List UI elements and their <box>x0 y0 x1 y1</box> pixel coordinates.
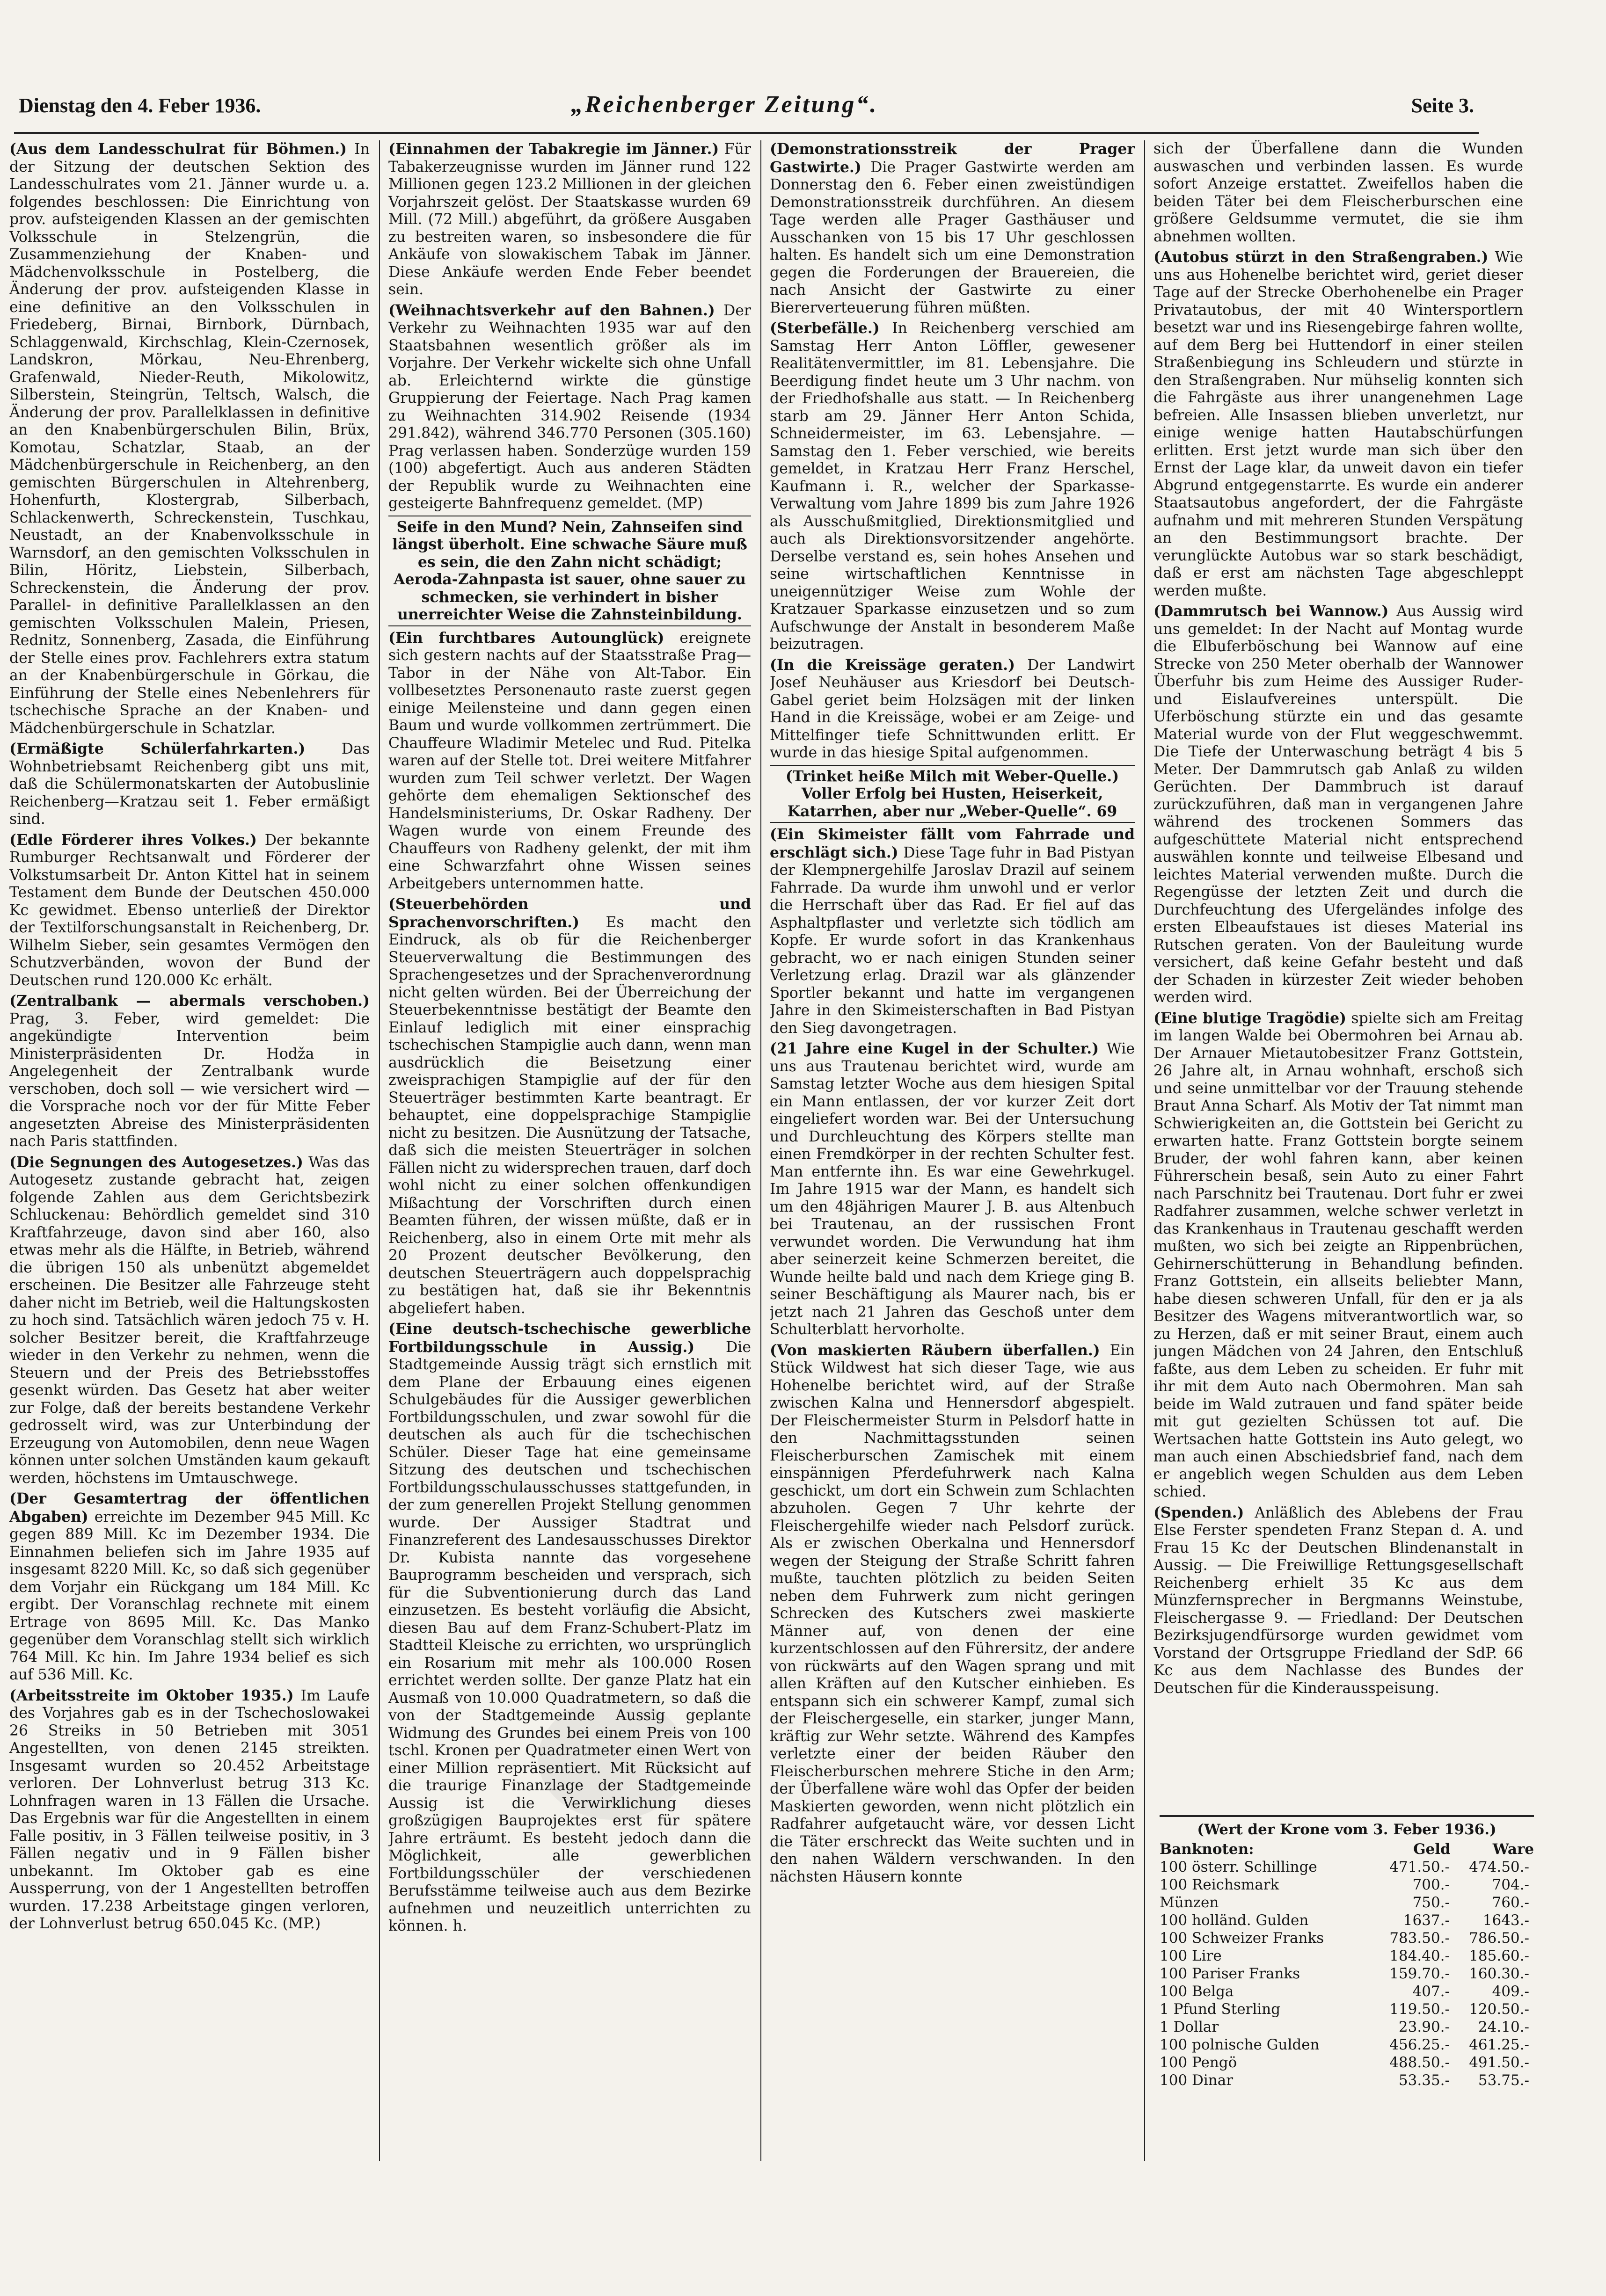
article-text: Anläßlich des Ablebens der Frau Else Ferster spendeten Franz Stepan d. A. und Frau 15 Kc der Deutschen Blindenanstalt in Aussig. — Die Freiwillige Rettungsgesellschaft Reichenberg erhielt 35 Kc aus dem Münzfernsprecher in Bergmanns Weinstube, Fleischergasse 9. — Friedland: Der Deutschen Bezirksjugendfürsorge wurden gewidmet vom Vorstand der Ortsgruppe Friedland der SdP. 66 Kc aus dem Nachlasse des Bundes der Deutschen für die Kinderausspeisung. <box>1153 1504 1523 1697</box>
exchange-rate-sell: 461.25.- <box>1469 2036 1529 2053</box>
article-headline: (Sterbefälle.) <box>770 320 880 337</box>
exchange-rate-buy: 456.25.- <box>1389 2036 1450 2053</box>
exchange-rate-buy: 23.90.- <box>1398 2019 1450 2035</box>
article-headline: (Edle Förderer ihres Volkes.) <box>9 831 257 849</box>
article-text: Wie uns aus Trautenau berichtet wird, wurde am Samstag letzter Woche aus dem hiesigen Spital ein Mann entlassen, der vor kurzer Zeit dort eingeliefert worden war. Bei der Untersuchung und Durchleuchtung des Körpers stellte man einen Fremdkörper in der rechten Schulter fest. Man entfernte ihn. Es war eine Gewehrkugel. Im Jahre 1915 war der Mann, es handelt sich um den 48jährigen Maurer J. B. aus Altenbuch bei Trautenau, an der russischen Front verwundet worden. Die Verwundung hat ihm aber seinerzeit keine Schmerzen bereitet, die Wunde heilte bald und nach dem Kriege ging B. seiner Beschäftigung als Maurer nach, bis er jetzt nach 21 Jahren das Geschoß unter dem Schulterblatt hervorholte. <box>770 1040 1135 1338</box>
column-3 <box>770 140 1135 2171</box>
exchange-rate-buy: 53.35.- <box>1398 2072 1450 2089</box>
article-paragraph <box>9 140 370 737</box>
exchange-rates-rows <box>1160 1858 1534 2089</box>
exchange-rate-sell: 53.75.- <box>1478 2072 1529 2089</box>
article-text: Aus Aussig wird uns gemeldet: In der Nacht auf Montag wurde die Elbuferböschung bei Wannow auf eine Strecke von 250 Meter oberhalb der Wannower Überfuhr bis zum Heime des Aussiger Ruder- und Eislaufvereines unterspült. Die Uferböschung stürzte ein und das gesamte Material wurde von der Flut weggeschwemmt. Die Tiefe der Unterwaschung beträgt 4 bis 5 Meter. Der Dammrutsch gab Anlaß zu wilden Gerüchten. Der Dammbruch ist darauf zurückzuführen, daß man in vergangenen Jahre während des trockenen Sommers das aufgeschüttete Material nicht entsprechend auswählen konnte und teilweise Elbesand und leichtes Material verwenden mußte. Durch die Regengüsse der letzten Zeit und durch die Durchfeuchtung des Ufergeländes infolge des ersten Elbeaufstaues ist dieses Material ins Rutschen geraten. Von der Bauleitung wurde versichert, daß keine Gefahr besteht und daß der Schaden in kürzester Zeit wieder behoben werden wird. <box>1153 603 1523 1006</box>
paper-stain <box>538 1698 688 1820</box>
article-headline: (Zentralbank — abermals verschoben.) <box>9 992 370 1010</box>
header-page-number: Seite 3. <box>1411 94 1474 117</box>
exchange-rate-row <box>1160 1947 1534 1965</box>
article-text: Seife in den Mund? Nein, Zahnseifen sind längst überholt. Eine schwache Säure muß es sein, die den Zahn nicht schädigt; Aeroda-Zahnpasta ist sauer, ohne sauer zu schmecken, sie verhindert in bisher unerreichter Weise die Zahnsteinbildung. <box>392 518 747 623</box>
article-paragraph <box>1153 1504 1523 1698</box>
article-paragraph <box>770 656 1135 762</box>
exchange-rates-table <box>1160 1815 1534 2089</box>
article-headline: (Die Segnungen des Autogesetzes.) <box>9 1153 303 1171</box>
exchange-rate-name: Münzen <box>1160 1894 1219 1911</box>
article-headline: (Ermäßigte Schülerfahrkarten.) <box>9 740 306 757</box>
article-text: Ein Stück Wildwest hat sich dieser Tage, wie aus Hohenelbe berichtet wird, auf der Straße zwischen Kalna und Hennersdorf abgespielt. Der Fleischermeister Sturm in Pelsdorf hatte in den Nachmittagsstunden seinen Fleischerburschen Zamischek mit einem einspännigen Pferdefuhrwerk nach Kalna geschickt, um dort ein Schwein zum Schlachten abzuholen. Gegen 7 Uhr kehrte der Fleischergehilfe wieder nach Pelsdorf zurück. Als er zwischen Oberkalna und Hennersdorf wegen der Steigung der Straße Schritt fahren mußte, tauchten plötzlich zu beiden Seiten neben dem Fuhrwerk zum nicht geringen Schrecken des Kutschers zwei maskierte Männer auf, von denen der eine kurzentschlossen auf den Führersitz, der andere von rückwärts auf den Wagen sprang und mit allen Kräften auf den Kutscher einhieben. Es entspann sich ein schwerer Kampf, zumal sich der Fleischergeselle, ein starker, junger Mann, kräftig zur Wehr setzte. Während des Kampfes verletzte einer der beiden Räuber den Fleischerburschen mehrere Stiche in den Arm; der Überfallene wäre wohl das Opfer der beiden Maskierten geworden, wenn nicht plötzlich ein Radfahrer aufgetaucht wäre, vor dessen Licht die Täter erschreckt das Weite suchten und in den nahen Wäldern verschwanden. In den nächsten Häusern konnte <box>770 1342 1135 1885</box>
exchange-rate-name: 100 Dinar <box>1160 2072 1234 2089</box>
exchange-rate-sell: 24.10.- <box>1478 2019 1529 2035</box>
article-paragraph <box>9 740 370 828</box>
exchange-rate-sell: 704.- <box>1492 1876 1529 1893</box>
exchange-rates-col-headers <box>1413 1840 1534 1858</box>
exchange-rate-row <box>1160 1876 1534 1894</box>
article-text: Im Laufe des Vorjahres gab es in der Tschechoslowakei 26 Streiks in 50 Betrieben mit 3051 Angestellten, von denen 2145 streikten. Insgesamt wurden so 20.452 Arbeitstage verloren. Der Lohnverlust betrug 313 Kc. Lohnfragen waren in 13 Fällen die Ursache. Das Ergebnis war für die Angestellten in einem Falle positiv, in 3 Fällen teilweise positiv, in 3 Fällen negativ und in 9 Fällen bisher unbekannt. Im Oktober gab es eine Aussperrung, von der 1 Angestellten betroffen wurden. 17.238 Arbeitstage gingen verloren, der Lohnverlust betrug 650.045 Kc. (MP.) <box>9 1687 370 1932</box>
article-headline: (Eine blutige Tragödie) <box>1153 1009 1347 1027</box>
exchange-rate-buy: 159.70.- <box>1389 1965 1450 1982</box>
exchange-rate-name: 100 Belga <box>1160 1983 1234 2000</box>
exchange-rate-buy: 184.40.- <box>1389 1947 1450 1964</box>
article-headline: (Der Gesamtertrag der öffentlichen Abgaben) <box>9 1490 370 1526</box>
exchange-rate-name: 100 österr. Schillinge <box>1160 1859 1317 1875</box>
header-paper-title: „Reichenberger Zeitung“. <box>571 91 878 118</box>
exchange-rate-buy: 471.50.- <box>1389 1859 1450 1875</box>
exchange-rate-name: 100 polnische Gulden <box>1160 2036 1320 2053</box>
page-header <box>19 89 1474 126</box>
article-paragraph <box>9 1687 370 1933</box>
article-headline: (Dammrutsch bei Wannow.) <box>1153 603 1389 620</box>
article-headline: (Demonstrationsstreik der Prager Gastwirte.) <box>770 140 1135 176</box>
exchange-rates-title: (Wert der Krone vom 3. Feber 1936.) <box>1197 1821 1496 1838</box>
column-divider <box>760 140 761 2161</box>
exchange-rate-name: 100 Pengö <box>1160 2054 1237 2071</box>
article-headline: (Von maskierten Räubern überfallen.) <box>770 1341 1100 1359</box>
article-text: In Reichenberg verschied am Samstag Herr Anton Löffler, gewesener Realitätenvermittler, im 81. Lebensjahre. Die Beerdigung findet heute um 3 Uhr nachm. von der Friedhofshalle aus statt. — In Reichenberg starb am 29. Jänner Herr Anton Schida, Schneidermeister, im 63. Lebensjahre. — Samstag den 1. Feber verschied, wie bereits gemeldet, in Kratzau Herr Franz Herschel, Kaufmann i. R., welcher der Sparkasse-Verwaltung vom Jahre 1899 bis zum Jahre 1926 als Ausschußmitglied, Direktionsmitglied und auch als Direktionsvorsitzender angehörte. Derselbe verstand es, sein hohes Ansehen und seine wirtschaftlichen Kenntnisse in uneigennütziger Weise zum Wohle der Kratzauer Sparkasse einzusetzen und so zum Aufschwunge der Anstalt in besonderem Maße beizutragen. <box>770 320 1135 653</box>
exchange-rate-row <box>1160 2000 1534 2018</box>
article-headline: (In die Kreissäge geraten.) <box>770 656 1015 674</box>
article-paragraph <box>9 831 370 990</box>
article-text: In der Sitzung der deutschen Sektion des Landesschulrates vom 21. Jänner wurde u. a. folgendes beschlossen: Die Einrichtung von prov. aufsteigenden Klassen an der gemischten Volksschule in Stelzengrün, die Zusammenziehung der Knaben- und Mädchenvolksschule in Postelberg, die Änderung der prov. aufsteigenden Klasse in eine definitive an den Volksschulen in Friedeberg, Birnai, Birnbork, Dürnbach, Schlaggenwald, Kirchschlag, Klein-Czernosek, Landskron, Mörkau, Neu-Ehrenberg, Grafenwald, Nieder-Reuth, Mikolowitz, Silberstein, Steingrün, Teltsch, Walsch, die Änderung der prov. Parallelklassen in definitive an den Knabenbürgerschulen Bilin, Brüx, Komotau, Schatzlar, Staab, an der Mädchenbürgerschule in Reichenberg, an den gemischten Bürgerschulen in Altehrenberg, Hohenfurth, Klostergrab, Silberbach, Schlackenwerth, Schreckenstein, Tuschkau, Neustadt, an der Knabenvolksschule in Warnsdorf, an den gemischten Volksschulen in Bilin, Höritz, Liebstein, Silberbach, Schreckenstein, die Änderung der prov. Parallel- in definitive Parallelklassen an den gemischten Volksschulen Malein, Priesen, Rednitz, Sonnenberg, Zasada, die Einführung der Stelle eines prov. Fachlehrers extra statum an der Knabenbürgerschule in Görkau, die Einführung der Stelle eines Nebenlehrers für tschechische Sprache an der Knaben- und Mädchenbürgerschule in Schatzlar. <box>9 141 370 737</box>
exchange-rate-row <box>1160 1894 1534 1911</box>
article-headline: (Einnahmen der Tabakregie im Jänner.) <box>388 140 719 158</box>
exchange-rate-name: 100 Reichsmark <box>1160 1876 1279 1893</box>
exchange-rate-buy: 783.50.- <box>1389 1930 1450 1947</box>
article-paragraph <box>770 826 1135 1037</box>
column-2 <box>388 140 751 2171</box>
article-text: Die Prager Gastwirte werden am Donnerstag den 6. Feber einen zweistündigen Demonstrationsstreik durchführen. An diesem Tage werden alle Prager Gasthäuser und Ausschanken von 15 bis 17 Uhr geschlossen halten. Es handelt sich um eine Demonstration gegen die Forderungen der Brauereien, die nach Ansicht der Gastwirte zu einer Biererverteuerung führen müßten. <box>770 159 1135 316</box>
article-paragraph <box>9 1154 370 1488</box>
article-paragraph <box>1153 1010 1523 1501</box>
exchange-rate-name: 100 Pariser Franks <box>1160 1965 1300 1982</box>
exchange-rate-sell: 760.- <box>1492 1894 1529 1911</box>
article-paragraph <box>1153 248 1523 600</box>
exchange-rate-sell: 409.- <box>1492 1983 1529 2000</box>
exchange-rate-sell: 185.60.- <box>1469 1947 1529 1964</box>
article-text: Diese Tage fuhr in Bad Pistyan der Klempnergehilfe Jaroslav Drazil auf seinem Fahrrade. Da wurde ihm unwohl und er verlor die Herrschaft über das Rad. Er fiel auf das Asphaltpflaster und verletzte sich tödlich am Kopfe. Er wurde sofort in das Krankenhaus gebracht, wo er nach einigen Stunden seiner Verletzung erlag. Drazil war als glänzender Sportler bekannt und hatte im vergangenen Jahre in den Skimeisterschaften in Bad Pistyan den Sieg davongetragen. <box>770 844 1135 1037</box>
article-headline: (Steuerbehörden und Sprachenvorschriften.) <box>388 895 751 931</box>
article-headline: (Eine deutsch-tschechische gewerbliche Fortbildungsschule in Aussig.) <box>388 1320 751 1356</box>
article-paragraph <box>1153 140 1523 246</box>
article-text: Wie uns aus Hohenelbe berichtet wird, geriet dieser Tage auf der Strecke Oberhohenelbe ein Prager Privatautobus, der mit 40 Wintersportlern besetzt war und ins Riesengebirge fahren wollte, auf dem Berg bei Huttendorf in einer steilen Straßenbiegung ins Schleudern und stürzte in den Straßengraben. Nur mühselig konnten sich die Fahrgäste aus ihrer unangenehmen Lage befreien. Alle Insassen blieben unverletzt, nur einige wenige hatten Hautabschürfungen erlitten. Erst jetzt wurde man sich über den Ernst der Lage klar, da unweit davon ein tiefer Abgrund entgegenstarrte. Es wurde ein anderer Staatsautobus angefordert, der die Fahrgäste aufnahm und mit mehreren Stunden Verspätung an den Bestimmungsort brachte. Der verunglückte Autobus war so stark beschädigt, daß er erst am nächsten Tage abgeschleppt werden mußte. <box>1153 249 1523 599</box>
exchange-rate-buy: 750.- <box>1412 1894 1450 1911</box>
exchange-rate-sell: 491.50.- <box>1469 2054 1529 2071</box>
exchange-rate-row <box>1160 1983 1534 2000</box>
exchange-rate-row <box>1160 1965 1534 1983</box>
article-headline: (Arbeitsstreite im Oktober 1935.) <box>9 1686 294 1704</box>
article-paragraph <box>388 895 751 1317</box>
article-paragraph <box>9 1490 370 1684</box>
exchange-rate-sell: 1643.- <box>1482 1912 1529 1929</box>
article-text: Der bekannte Rumburger Rechtsanwalt und Förderer der Volkstumsarbeit Dr. Anton Kittel hat in seinem Testament dem Bunde der Deutschen 450.000 Kc gewidmet. Ebenso unterließ der Direktor der Textilforschungsanstalt in Reichenberg, Dr. Wilhelm Sieber, sein gesamtes Vermögen den Schutzverbänden, wovon der Bund der Deutschen rund 120.000 Kc erhält. <box>9 831 370 989</box>
article-headline: (Aus dem Landesschulrat für Böhmen.) <box>9 140 347 158</box>
exchange-rate-row <box>1160 1929 1534 1947</box>
exchange-rate-sell: 786.50.- <box>1469 1930 1529 1947</box>
article-text: Das Wohnbetriebsamt Reichenberg gibt uns mit, daß die Schülermonatskarten der Autobuslinie Reichenberg—Kratzau seit 1. Feber ermäßigt sind. <box>9 741 370 828</box>
exchange-rate-row <box>1160 2054 1534 2071</box>
header-date: Dienstag den 4. Feber 1936. <box>19 94 261 117</box>
article-text: Für Tabakerzeugnisse wurden im Jänner rund 122 Millionen gegen 123.2 Millionen in der gleichen Vorjahrszeit gelöst. Der Staatskasse wurden 69 Mill. (72 Mill.) abgeführt, da größere Ausgaben zu bestreiten waren, so insbesondere die für Ankäufe von slowakischem Tabak im Jänner. Diese Ankäufe werden Ende Feber beendet sein. <box>388 141 751 298</box>
article-text: Es macht den Eindruck, als ob für die Reichenberger Steuerverwaltung die Bestimmungen des Sprachengesetzes und der Sprachenverordnung nicht gelten würden. Bei der Überreichung der Steuerbekenntnisse bestätigt der Beamte den Einlauf lediglich mit einer einsprachig tschechischen Stampiglie auch dann, wenn man ausdrücklich die Beisetzung einer zweisprachigen Stampiglie auf der für den Steuerträger bestimmten Karte beantragt. Er behauptet, eine doppelsprachige Stampiglie nicht zu besitzen. Die Ausnützung der Tatsache, daß sich die meisten Steuerträger in solchen Fällen nicht zu widersprechen trauen, darf doch wohl nicht zu einer solchen offenkundigen Mißachtung der Vorschriften durch einen Beamten führen, der wissen müßte, daß er in Reichenberg, also in einem Orte mit mehr als 20 Prozent deutscher Bevölkerung, den deutschen Steuerträgern auch doppelsprachig zu bestätigen hat, daß sie ihr Bekenntnis abgeliefert haben. <box>388 914 751 1317</box>
exchange-rate-name: 1 Dollar <box>1160 2019 1219 2035</box>
exchange-rate-buy: 407.- <box>1412 1983 1450 2000</box>
article-paragraph <box>388 302 751 513</box>
exchange-rate-sell: 474.50.- <box>1469 1859 1529 1875</box>
exchange-rate-name: 100 Lire <box>1160 1947 1222 1964</box>
exchange-rate-sell: 160.30.- <box>1469 1965 1529 1982</box>
article-text: Der Verkehr zu Weihnachten 1935 war auf den Staatsbahnen wesentlich größer als im Vorjahre. Der Verkehr wickelte sich ohne Unfall ab. Erleichternd wirkte die günstige Gruppierung der Feiertage. Nach Prag kamen zu Weihnachten 314.902 Reisende (1934 291.842), während 346.770 Personen (305.160) Prag verlassen haben. Sonderzüge wurden 159 (100) abgefertigt. Auch aus anderen Städten der Republik wurde zu Weihnachten eine gesteigerte Bahnfrequenz gemeldet. (MP) <box>388 302 751 512</box>
article-paragraph <box>770 1342 1135 1886</box>
article-headline: (Ein Skimeister fällt vom Fahrrade und erschlägt sich.) <box>770 826 1135 861</box>
article-text: ereignete sich gestern nachts auf der Staatsstraße Prag—Tabor in der Nähe von Alt-Tabor. Ein vollbesetztes Personenauto raste zuerst gegen einige Meilensteine und dann gegen einen Baum und wurde vollkommen zertrümmert. Die Chauffeure Wladimir Metelec und Rud. Pitelka waren auf der Stelle tot. Drei weitere Mitfahrer wurden zum Teil schwer verletzt. Der Wagen gehörte dem ehemaligen Sektionschef des Handelsministeriums, Dr. Oskar Radheny. Der Wagen wurde von einem Freunde des Chauffeurs von Radheny gelenkt, der mit ihm eine Schwarzfahrt ohne Wissen seines Arbeitgebers unternommen hatte. <box>388 629 751 892</box>
article-text: Die Stadtgemeinde Aussig trägt sich ernstlich mit dem Plane der Erbauung eines eigenen Schulgebäudes für die Aussiger gewerblichen Fortbildungsschulen, und zwar sowohl für die deutschen als auch für die tschechischen Schüler. Dieser Tage hat eine gemeinsame Sitzung des deutschen und tschechischen Fortbildungsschulausschusses stattgefunden, in der zum generellen Projekt Stellung genommen wurde. Der Aussiger Stadtrat und Finanzreferent des Landesausschusses Direktor Dr. Kubista nannte das vorgesehene Bauprogramm bescheiden und versprach, sich für die Subventionierung durch das Land einzusetzen. Es besteht vorläufig die Absicht, diesen Bau auf dem Franz-Schubert-Platz im Stadtteil Kleische zu errichten, wo ursprünglich ein Rosarium mit mehr als 100.000 Rosen errichtet werden sollte. Der ganze Platz hat ein Ausmaß von 10.000 Quadratmetern, so daß die von der Stadtgemeinde Aussig geplante Widmung des Grundes bei einem Preis von 100 tschl. Kronen per Quadratmeter einen Wert von einer Million repräsentiert. Mit Rücksicht auf die traurige Finanzlage der Stadtgemeinde Aussig ist die Verwirklichung dieses großzügigen Bauprojektes erst für spätere Jahre erträumt. Es besteht jedoch dann die Möglichkeit, alle gewerblichen Fortbildungsschüler der verschiedenen Berufsstämme teilweise auch aus dem Bezirke aufnehmen und neuzeitlich unterrichten zu können. h. <box>388 1338 751 1934</box>
col-sell-header: Ware <box>1492 1841 1534 1858</box>
article-text: Der Landwirt Josef Neuhäuser aus Kriesdorf bei Deutsch-Gabel geriet beim Holzsägen mit der linken Hand in die Kreissäge, wobei er am Zeige- und Mittelfinger tiefe Schnittwunden erlitt. Er wurde in das hiesige Spital aufgenommen. <box>770 656 1135 761</box>
exchange-rate-name: 1 Pfund Sterling <box>1160 2001 1281 2018</box>
exchange-rate-row <box>1160 2018 1534 2036</box>
exchange-rate-name: 100 Schweizer Franks <box>1160 1930 1324 1947</box>
article-paragraph <box>388 140 751 299</box>
exchange-rate-buy: 488.50.- <box>1389 2054 1450 2071</box>
article-text: Prag, 3. Feber, wird gemeldet: Die angekündigte Intervention beim Ministerpräsidenten Dr. Hodža in Angelegenheit der Zentralbank wurde verschoben, doch soll — wie versichert wird — die Vorsprache noch vor der für Mitte Feber angesetzten Abreise des Ministerpräsidenten nach Paris stattfinden. <box>9 1010 370 1150</box>
exchange-rates-header <box>1160 1840 1534 1858</box>
article-text: Was das Autogesetz zustande gebracht hat, zeigen folgende Zahlen aus dem Gerichtsbezirk Schluckenau: Behördlich gemeldet sind 310 Kraftfahrzeuge, davon sind aber 160, also etwas mehr als die Hälfte, in Betrieb, während die übrigen 150 als unbenützt abgemeldet erscheinen. Die Besitzer alle Fahrzeuge steht daher nicht im Betrieb, weil die Haltungskosten zu hoch sind. Tatsächlich wären jedoch 75 v. H. solcher Besitzer bereit, die Kraftfahrzeuge wieder in den Verkehr zu nehmen, wenn die Steuern und der Preis des Betriebsstoffes gesenkt würden. Das Gesetz hat aber weiter zur Folge, daß der bereits bestandene Verkehr gedrosselt wird, was zur Unterbindung der Erzeugung von Automobilen, denn neue Wagen können unter solchen Umständen kaum gekauft werden, höchstens im Umtauschwege. <box>9 1154 370 1487</box>
exchange-rates-label: Banknoten: <box>1160 1841 1254 1858</box>
article-paragraph <box>770 1040 1135 1339</box>
exchange-rate-row <box>1160 1858 1534 1876</box>
exchange-rate-sell: 120.50.- <box>1469 2001 1529 2018</box>
article-text: (Trinket heiße Milch mit Weber-Quelle.) Voller Erfolg bei Husten, Heiserkeit, Katarrhen, aber nur „Weber-Quelle“. 69 <box>785 767 1119 820</box>
col-buy-header: Geld <box>1413 1841 1451 1858</box>
article-paragraph <box>388 1320 751 1935</box>
boxed-notice <box>770 765 1135 823</box>
column-1 <box>9 140 370 2171</box>
article-headline: (Autobus stürzt in den Straßengraben.) <box>1153 248 1489 266</box>
article-text: erreichte im Dezember 945 Mill. Kc gegen 889 Mill. Kc im Dezember 1934. Die Einnahmen beliefen sich im Jahre 1935 auf insgesamt 8220 Mill. Kc, so daß sich gegenüber dem Vorjahr ein Rückgang um 184 Mill. Kc ergibt. Der Voranschlag rechnete mit einem Ertrage von 8695 Mill. Kc. Das Manko gegenüber dem Voranschlag stellt sich wirklich 764 Mill. Kc hin. Im Jahre 1934 belief es sich auf 536 Mill. Kc. <box>9 1508 370 1683</box>
column-divider <box>379 140 380 2161</box>
article-paragraph <box>770 320 1135 654</box>
exchange-rate-row <box>1160 1911 1534 1929</box>
article-headline: (Spenden.) <box>1153 1504 1244 1521</box>
header-rule <box>14 132 1479 134</box>
article-text: sich der Überfallene dann die Wunden auswaschen und verbinden lassen. Es wurde sofort Anzeige erstattet. Zweifellos haben die beiden Täter bei dem Fleischerburschen eine größere Geldsumme vermutet, die sie ihm abnehmen wollten. <box>1153 140 1523 245</box>
article-headline: (21 Jahre eine Kugel in der Schulter.) <box>770 1040 1099 1057</box>
exchange-rate-row <box>1160 2071 1534 2089</box>
article-text: spielte sich am Freitag im langen Walde bei Obermohren bei Arnau ab. Der Arnauer Mietautobesitzer Franz Gottstein, 26 Jahre alt, in Arnau wohnhaft, erschoß sich und seine unmittelbar vor der Trauung stehende Braut Anna Scharf. Als Motiv der Tat nimmt man Schwierigkeiten an, die Gottstein bei Gericht zu erwarten hatte. Franz Gottstein borgte seinem Bruder, der wohl fahren kann, aber keinen Führerschein besaß, sein Auto zu einer Fahrt nach Parschnitz bei Trautenau. Dort fuhr er zwei Radfahrer zusammen, welche schwer verletzt in das Krankenhaus in Trautenau geschafft werden mußten, wo sich bei zeigte an Rippenbrüchen, Gehirnerschütterung in Behandlung befinden. Franz Gottstein, ein allseits beliebter Mann, habe diesen schweren Unfall, für den er ja als Besitzer des Wagens mitverantwortlich war, so zu Herzen, daß er mit seiner Braut, einem auch jungen Mädchen von 24 Jahren, den Entschluß faßte, aus dem Leben zu scheiden. Er fuhr mit ihr mit dem Auto nach Obermohren. Man sah beide im Wald zutrauen und fand später beide mit gut gezielten Schüssen tot auf. Die Wertsachen hatte Gottstein ins Auto gelegt, wo man auch einen Abschiedsbrief fand, nach dem er angeblich wegen Schulden aus dem Leben schied. <box>1153 1010 1523 1500</box>
column-divider <box>1144 140 1145 2161</box>
paper-stain <box>28 982 122 1067</box>
article-paragraph <box>1153 603 1523 1007</box>
exchange-rate-buy: 700.- <box>1412 1876 1450 1893</box>
column-4 <box>1153 140 1523 1806</box>
exchange-rate-buy: 119.50.- <box>1389 2001 1450 2018</box>
exchange-rate-row <box>1160 2036 1534 2054</box>
article-headline: (Weihnachtsverkehr auf den Bahnen.) <box>388 301 715 319</box>
article-headline: (Ein furchtbares Autounglück) <box>388 629 664 647</box>
exchange-rate-name: 100 holländ. Gulden <box>1160 1912 1309 1929</box>
article-paragraph <box>388 629 751 893</box>
boxed-notice <box>388 516 751 626</box>
article-paragraph <box>770 140 1135 317</box>
exchange-rate-buy: 1637.- <box>1403 1912 1450 1929</box>
